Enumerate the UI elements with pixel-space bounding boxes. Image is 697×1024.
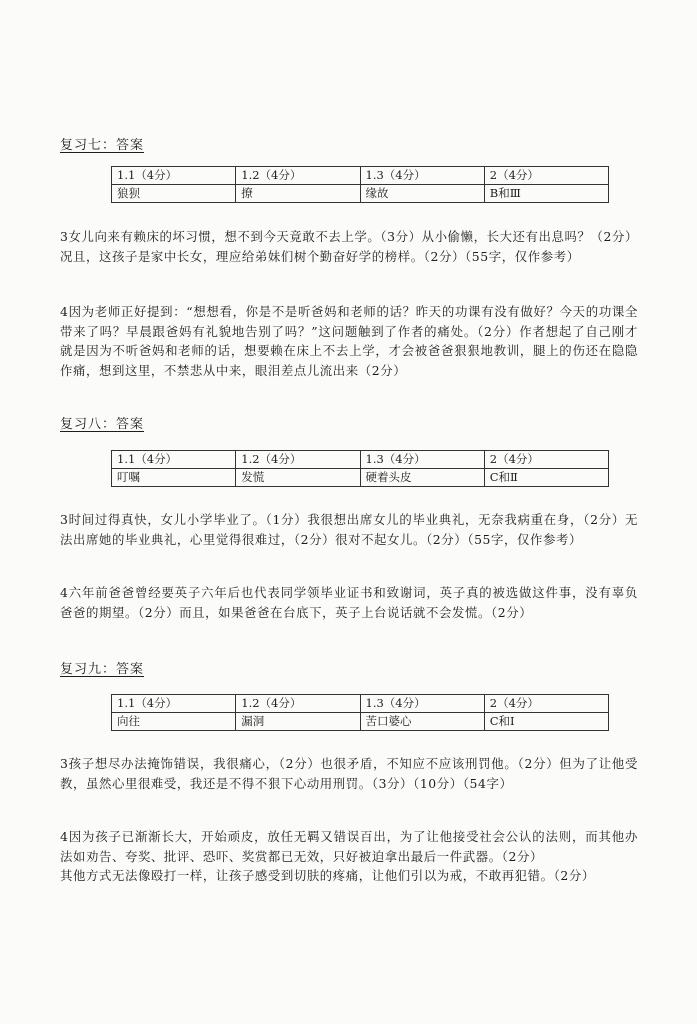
table-answer-cell: C和Ⅱ <box>484 469 608 487</box>
table-answer-cell: 缘故 <box>360 185 484 203</box>
section-9-answer-table <box>111 694 609 731</box>
answer-text: 3孩子想尽办法掩饰错误，我很痛心，（2分）也很矛盾，不知应不应该刑罚他。（2分）但为了让他受教，虽然心里很难受，我还是不得不狠下心动用刑罚。（3分）（10分）（54字） <box>60 756 638 791</box>
table-answer-cell: 狼狈 <box>112 185 236 203</box>
table-header-cell: 1.2（4分） <box>236 167 360 185</box>
table-answer-cell: 苦口婆心 <box>360 713 484 731</box>
table-answer-cell: B和Ⅲ <box>484 185 608 203</box>
table-answer-row <box>112 713 609 731</box>
section-9-heading: 复习九：答案 <box>60 662 145 677</box>
table-header-cell: 1.1（4分） <box>112 167 236 185</box>
table-answer-cell: 漏洞 <box>236 713 360 731</box>
table-header-cell: 1.2（4分） <box>236 451 360 469</box>
table-header-cell: 1.1（4分） <box>112 695 236 713</box>
section-8-answer-table <box>111 450 609 487</box>
section-7-question-3 <box>60 227 638 266</box>
section-9-question-4 <box>60 827 638 886</box>
table-header-cell: 2（4分） <box>484 451 608 469</box>
table-header-row <box>112 695 609 713</box>
section-7-question-4 <box>60 302 638 380</box>
table-header-cell: 2（4分） <box>484 167 608 185</box>
answer-text: 4因为老师正好提到：“想想看，你是不是听爸妈和老师的话？昨天的功课有没有做好？今天的功课全带来了吗？早晨跟爸妈有礼貌地告别了吗？”这问题触到了作者的痛处。（2分）作者想起了自己刚才就是因为不听爸妈和老师的话，想要赖在床上不去上学，才会被爸爸狠狠地教训，腿上的伤还在隐隐作痛，想到这里，不禁悲从中来，眼泪差点儿流出来（2分） <box>60 304 638 378</box>
table-answer-row <box>112 185 609 203</box>
section-8-question-4 <box>60 583 638 622</box>
table-header-cell: 1.2（4分） <box>236 695 360 713</box>
section-8-question-3 <box>60 510 638 549</box>
table-header-cell: 1.3（4分） <box>360 167 484 185</box>
table-header-cell: 1.1（4分） <box>112 451 236 469</box>
answer-text: 4因为孩子已渐渐长大，开始顽皮，放任无羁又错误百出，为了让他接受社会公认的法则，而其他办法如劝告、夸奖、批评、恐吓、奖赏都已无效，只好被迫拿出最后一件武器。（2分） <box>60 829 638 864</box>
table-answer-cell: 向往 <box>112 713 236 731</box>
table-header-row <box>112 167 609 185</box>
table-header-cell: 1.3（4分） <box>360 451 484 469</box>
answer-text: 3女儿向来有赖床的坏习惯，想不到今天竟敢不去上学。（3分）从小偷懒，长大还有出息吗？（2分）况且，这孩子是家中长女，理应给弟妹们树个勤奋好学的榜样。（2分）（55字，仅作参考） <box>60 229 638 264</box>
answer-text-extra: 其他方式无法像殴打一样，让孩子感受到切肤的疼痛，让他们引以为戒，不敢再犯错。（2分） <box>60 868 595 883</box>
answer-text: 4六年前爸爸曾经要英子六年后也代表同学领毕业证书和致谢词，英子真的被选做这件事，没有辜负爸爸的期望。（2分）而且，如果爸爸在台底下，英子上台说话就不会发慌。（2分） <box>60 585 638 620</box>
table-header-cell: 2（4分） <box>484 695 608 713</box>
section-7-heading: 复习七：答案 <box>60 138 145 153</box>
section-8-heading: 复习八：答案 <box>60 417 145 432</box>
section-9-question-3 <box>60 754 638 793</box>
table-header-row <box>112 451 609 469</box>
table-answer-cell: 发慌 <box>236 469 360 487</box>
section-7-answer-table <box>111 166 609 203</box>
table-answer-cell: 撩 <box>236 185 360 203</box>
table-answer-cell: 硬着头皮 <box>360 469 484 487</box>
table-answer-cell: C和Ⅰ <box>484 713 608 731</box>
table-answer-cell: 叮嘱 <box>112 469 236 487</box>
table-header-cell: 1.3（4分） <box>360 695 484 713</box>
table-answer-row <box>112 469 609 487</box>
answer-text: 3时间过得真快，女儿小学毕业了。（1分）我很想出席女儿的毕业典礼，无奈我病重在身，（2分）无法出席她的毕业典礼，心里觉得很难过，（2分）很对不起女儿。（2分）（55字，仅作参考） <box>60 512 638 547</box>
